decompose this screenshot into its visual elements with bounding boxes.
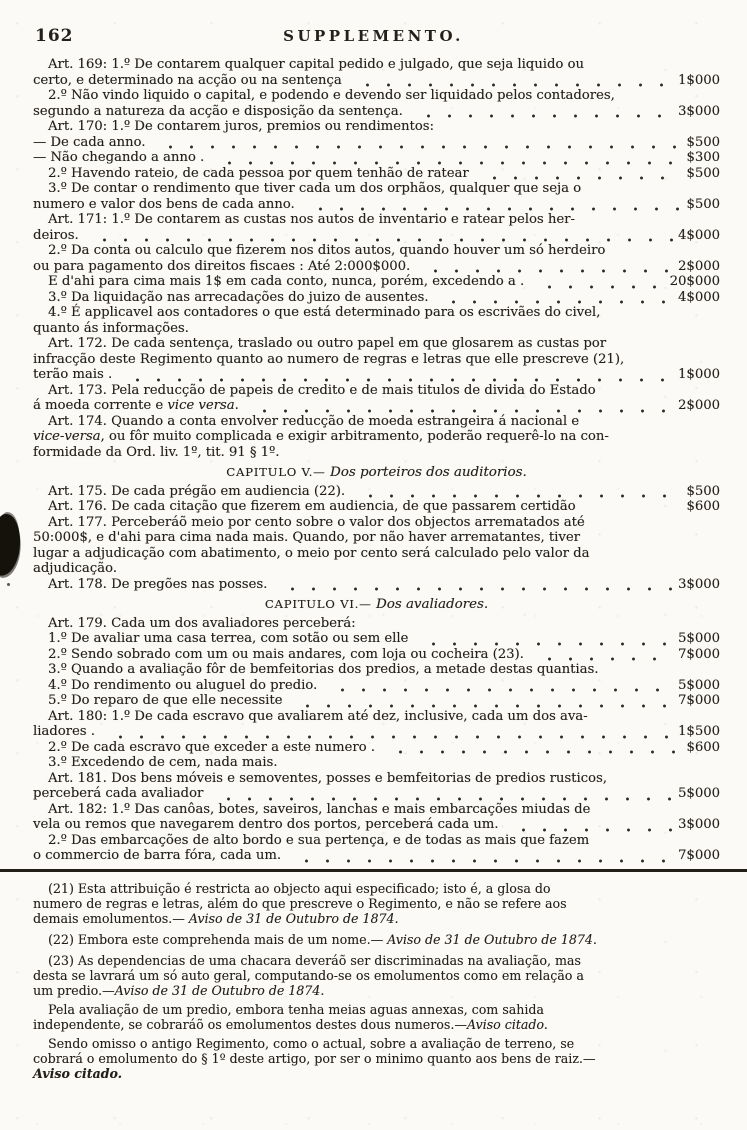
text-line [33,561,720,577]
t: quanto ás informações. [33,320,189,336]
dot-leader [91,228,674,244]
v: 5$000 [678,631,720,646]
text-line [33,709,720,725]
v: 1$500 [678,724,720,739]
t: — De cada anno. [33,134,146,150]
text-line [33,243,720,259]
text-line [33,771,720,787]
t: . [234,398,239,413]
v: $500 [686,483,720,499]
italic-citation: vice-versa [33,429,101,444]
text-line [33,953,720,968]
text-line [33,1002,720,1017]
text-line [33,896,720,911]
dot-leader [357,484,682,500]
text-line [33,321,720,337]
t: terão mais . [33,367,113,382]
v: 2$000 [678,258,720,274]
t: 2.º Sendo sobrado com um ou mais andares, com loja ou cocheira (23). [48,646,524,662]
text-line [33,259,720,275]
t: Art. 170: 1.º De contarem juros, premios ou rendimentos: [48,119,434,134]
t: Art. 174. Quando a conta envolver reducção de moeda estrangeira á nacional e [48,413,580,429]
dot-leader [216,150,682,166]
text-line [33,577,720,593]
ink-speck [7,583,10,586]
dot-leader [481,166,683,182]
text-line [33,631,720,647]
document-body [33,57,720,864]
t: o commercio de barra fóra, cada um. [33,848,282,863]
t: 2.º Havendo rateio, de cada pessoa por quem tenhão de ratear [48,165,469,181]
t: , ou fôr muito complicada e exigir arbitramento, poderão requerê-lo na con- [100,429,609,444]
text-line [33,305,720,321]
text-line [33,647,720,663]
italic-citation: Aviso de 31 de Outubro de 1874. [114,982,325,998]
v: 2$000 [678,398,720,413]
t: 3.º Da liquidação nas arrecadações do juizo de ausentes. [48,289,429,305]
t: segundo a natureza da acção e disposição da sentença. [33,103,403,119]
t: 3.º De contar o rendimento que tiver cada um dos orphãos, qualquer que seja o [48,181,582,196]
footnote-separator-rule [0,869,747,872]
text-line [33,484,720,500]
italic-citation: Aviso de 31 de Outubro de 1874. [188,910,399,926]
t: Art. 180: 1.º De cada escravo que avaliarem até dez, inclusive, cada um dos ava- [48,708,588,724]
dot-leader [124,367,674,383]
text-line [33,724,720,740]
text-line [33,983,720,998]
text-line [33,383,720,399]
caps: CAPITULO VI.— [264,597,377,611]
t: (23) As dependencias de uma chacara deveráõ ser discriminadas na avaliação, mas [48,952,581,968]
t: independente, se cobraráõ os emolumentos destes dous numeros.— [33,1016,467,1032]
chapter-heading [33,465,720,481]
text-line [33,848,720,864]
dot-leader [536,274,665,290]
t: formidade da Ord. liv. 1º, tit. 91 § 1º. [33,444,280,460]
text-line [33,429,720,445]
text-line [33,817,720,833]
v: 3$000 [678,103,720,119]
dot-leader [293,848,674,864]
text-line [33,228,720,244]
text-line [33,678,720,694]
dot-leader [420,631,674,647]
t: ou para pagamento dos direitos fiscaes : Até 2:000$000. [33,258,411,274]
italic-citation: Aviso de 31 de Outubro de 1874. [387,931,597,947]
t: Art. 176. De cada citação que fizerem em audiencia, de que passarem certidão [48,499,576,514]
t: 4.º Do rendimento ou aluguel do predio. [48,677,318,693]
t: E d'ahi para cima mais 1$ em cada conto, nunca, porém, excedendo a . [48,274,525,289]
t: Art. 173. Pela reducção de papeis de credito e de mais titulos de divida do Estado [48,382,596,398]
text-line [33,1066,720,1081]
v: 5$000 [678,677,720,693]
t: desta se lavrará um só auto geral, computando-se os emolumentos como em relação a [33,967,584,983]
t: 3.º Excedendo de cem, nada mais. [48,755,278,770]
t: Art. 175. De cada prégão em audiencia (22). [48,483,346,499]
dot-leader [440,290,674,306]
v: 4$000 [678,227,720,243]
t: deiros. [33,227,79,243]
t: Art. 177. Perceberáõ meio por cento sobre o valor dos objectos arrematados até [48,514,585,530]
text-line [33,833,720,849]
t: Art. 179. Cada um dos avaliadores perceberá: [48,615,356,631]
t: um predio.— [33,982,115,998]
t: Art. 178. De pregões nas posses. [48,576,268,592]
t: certo, e determinado na acção ou na sentença [33,72,342,88]
dot-leader [387,740,682,756]
text-line [33,911,720,926]
text-line [33,57,720,73]
ink-blot-stain [0,512,24,577]
t: 50:000$, e d'ahi para cima nada mais. Quando, por não haver arrematantes, tiver [33,530,580,545]
t: Art. 182: 1.º Das canôas, botes, saveiros, lanchas e mais embarcações miudas de [48,801,591,817]
dot-leader [294,693,674,709]
t: numero de regras e letras, além do que prescreve o Regimento, e não se refere aos [33,895,567,911]
t: 5.º Do reparo de que elle necessite [48,693,283,708]
page-number: 162 [35,26,74,46]
v: 4$000 [678,289,720,305]
italic-citation: Dos porteiros dos auditorios. [330,465,527,480]
dot-leader [354,73,674,89]
t: 4.º É applicavel aos contadores o que está determinado para os escrivães do civel, [48,305,601,320]
text-line [33,197,720,213]
text-line [33,336,720,352]
text-line [33,515,720,531]
text-line [33,352,720,368]
v: $300 [686,150,720,165]
text-line [33,181,720,197]
text-line [33,398,720,414]
chapter-heading [33,597,720,613]
page-header [33,26,714,48]
text-line [33,119,720,135]
italic-citation: Aviso citado. [466,1016,548,1032]
t: — Não chegando a anno . [33,150,205,165]
text-line [33,166,720,182]
text-line [33,530,720,546]
dot-leader [329,678,674,694]
text-line [33,104,720,120]
text-line [33,1017,720,1032]
footnotes-section [33,881,720,1081]
text-line [33,414,720,430]
text-line [33,212,720,228]
text-line [33,740,720,756]
t: perceberá cada avaliador [33,786,204,801]
text-line [33,445,720,461]
v: 7$000 [678,646,720,662]
dot-leader [157,135,682,151]
t: 2.º Da conta ou calculo que fizerem nos ditos autos, quando houver um só herdeiro [48,243,606,258]
t: Art. 171: 1.º De contarem as custas nos autos de inventario e ratear pelos her- [48,212,575,227]
dot-leader [510,817,674,833]
text-line [33,802,720,818]
italic-citation: Dos avaliadores. [376,597,489,612]
t: (21) Esta attribuição é restricta ao objecto aqui especificado; isto é, a glosa do [48,880,551,896]
t: Art. 169: 1.º De contarem qualquer capital pedido e julgado, que seja liquido ou [48,57,584,72]
text-line [33,693,720,709]
text-line [33,1051,720,1066]
t: vela ou remos que navegarem dentro dos portos, perceberá cada um. [33,817,499,832]
t: infracção deste Regimento quanto ao numero de regras e letras que elle prescreve (21), [33,351,625,367]
t: cobrará o emolumento do § 1º deste artigo, por ser o minimo quanto aos bens de raiz.— [33,1050,596,1066]
v: 1$000 [678,72,720,88]
v: 3$000 [678,817,720,832]
text-line [33,932,720,947]
dot-leader [422,259,674,275]
t: 2.º Das embarcações de alto bordo e sua pertença, e de todas as mais que fazem [48,832,590,848]
v: $500 [686,134,720,150]
v: 7$000 [678,848,720,863]
text-line [33,546,720,562]
caps: CAPITULO V.— [226,465,331,479]
dot-leader [215,786,674,802]
text-line [33,88,720,104]
t: liadores . [33,724,95,739]
text-line [33,968,720,983]
v: 7$000 [678,693,720,708]
t: á moeda corrente e [33,398,168,413]
dot-leader [251,398,674,414]
page-title: SUPPLEMENTO. [283,27,464,45]
t: Art. 181. Dos bens móveis e semoventes, posses e bemfeitorias de predios rusticos, [48,770,607,786]
t: Sendo omisso o antigo Regimento, como o actual, sobre a avaliação de terreno, se [48,1035,575,1051]
t: lugar a adjudicação com abatimento, o meio por cento será calculado pelo valor da [33,545,590,561]
v: $500 [686,196,720,212]
italic-citation: vice versa [167,398,235,413]
text-line [33,150,720,166]
dot-leader [588,499,683,515]
text-line [33,290,720,306]
text-line [33,135,720,151]
text-line [33,616,720,632]
italic-citation: Aviso citado. [33,1065,123,1081]
v: $600 [686,739,720,755]
text-line [33,786,720,802]
t: 3.º Quando a avaliação fôr de bemfeitorias dos predios, a metade destas quantias. [48,662,599,677]
text-line [33,274,720,290]
v: 20$000 [669,274,720,289]
text-line [33,1036,720,1051]
text-line [33,499,720,515]
v: $500 [686,165,720,181]
t: 2.º Não vindo liquido o capital, e podendo e devendo ser liquidado pelos contadores, [48,88,615,103]
text-line [33,881,720,896]
dot-leader [415,104,674,120]
dot-leader [536,647,674,663]
t: 1.º De avaliar uma casa terrea, com sotão ou sem elle [48,631,409,646]
dot-leader [307,197,683,213]
t: (22) Embora este comprehenda mais de um nome.— [48,931,388,947]
t: numero e valor dos bens de cada anno. [33,196,295,212]
t: Art. 172. De cada sentença, traslado ou outro papel em que glosarem as custas por [48,336,607,351]
t: Pela avaliação de um predio, embora tenha meias aguas annexas, com sahida [48,1001,544,1017]
text-line [33,662,720,678]
v: 5$000 [678,786,720,801]
v: 1$000 [678,367,720,382]
v: 3$000 [678,576,720,592]
text-line [33,755,720,771]
text-line [33,367,720,383]
t: 2.º De cada escravo que exceder a este numero . [48,739,375,755]
dot-leader [107,724,674,740]
t: adjudicação. [33,561,117,576]
t: demais emolumentos.— [33,910,189,926]
v: $600 [686,499,720,514]
dot-leader [279,577,674,593]
text-line [33,73,720,89]
